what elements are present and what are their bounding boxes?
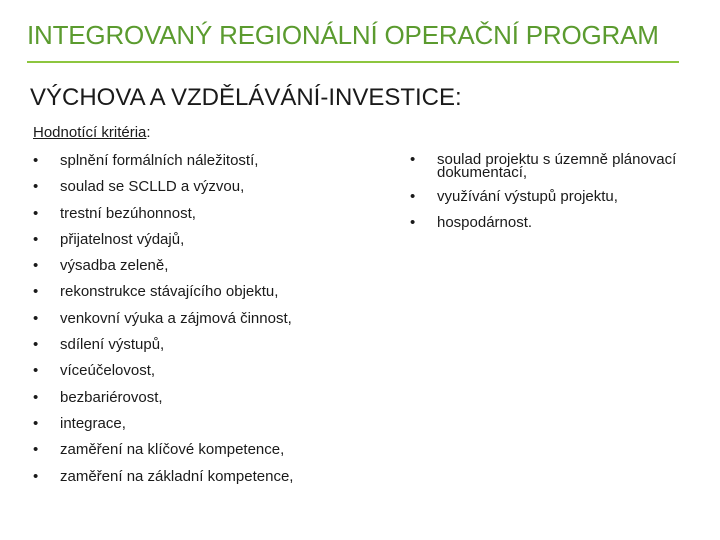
list-item-text: splnění formálních náležitostí, <box>60 152 259 169</box>
bullet-icon: • <box>410 151 416 168</box>
list-item-text: zaměření na klíčové kompetence, <box>60 441 285 459</box>
list-item-text: rekonstrukce stávajícího objektu, <box>60 283 279 301</box>
bullet-icon: • <box>33 204 39 222</box>
list-item-text: sdílení výstupů, <box>60 336 165 354</box>
list-item <box>33 232 293 248</box>
bullet-icon: • <box>33 414 39 432</box>
list-item-text: soulad projektu s územně plánovací dokumentací, <box>437 151 677 181</box>
list-item-text: výsadba zeleně, <box>60 257 169 275</box>
bullet-icon: • <box>33 309 39 327</box>
bullet-icon: • <box>33 336 39 354</box>
bullet-icon: • <box>33 467 39 485</box>
criteria-label-suffix: : <box>146 124 151 141</box>
list-item <box>410 189 700 205</box>
list-item-text: integrace, <box>60 414 126 432</box>
list-item-text: trestní bezúhonnost, <box>60 204 196 222</box>
list-item <box>410 215 700 231</box>
list-item <box>33 153 293 169</box>
criteria-label <box>33 124 151 141</box>
list-item <box>33 337 293 353</box>
list-item <box>33 390 293 406</box>
list-item-text: využívání výstupů projektu, <box>437 188 618 205</box>
criteria-label-text: Hodnotící kritéria <box>33 124 147 141</box>
bullet-icon: • <box>410 214 416 231</box>
bullet-icon: • <box>33 230 39 248</box>
bullet-icon: • <box>33 283 39 301</box>
list-item-text: hospodárnost. <box>437 214 533 231</box>
bullet-icon: • <box>33 257 39 275</box>
bullet-icon: • <box>410 188 416 205</box>
list-item <box>33 258 293 274</box>
title-divider <box>27 61 679 63</box>
list-item <box>33 284 293 300</box>
bullet-icon: • <box>33 362 39 380</box>
bullet-icon: • <box>33 388 39 406</box>
list-item <box>33 416 293 432</box>
criteria-list-left <box>33 153 293 495</box>
list-item <box>33 311 293 327</box>
criteria-list-right <box>410 153 700 241</box>
list-item-text: soulad se SCLLD a výzvou, <box>60 178 245 196</box>
bullet-icon: • <box>33 178 39 196</box>
list-item-text: bezbariérovost, <box>60 388 163 406</box>
list-item-text: přijatelnost výdajů, <box>60 230 185 248</box>
list-item <box>33 363 293 379</box>
list-item <box>410 153 700 179</box>
list-item-text: venkovní výuka a zájmová činnost, <box>60 309 292 327</box>
page-title: INTEGROVANÝ REGIONÁLNÍ OPERAČNÍ PROGRAM <box>27 20 659 50</box>
list-item-text: víceúčelovost, <box>60 362 156 380</box>
list-item <box>33 206 293 222</box>
list-item <box>33 469 293 485</box>
list-item <box>33 179 293 195</box>
bullet-icon: • <box>33 441 39 459</box>
list-item <box>33 442 293 458</box>
section-heading: VÝCHOVA A VZDĚLÁVÁNÍ-INVESTICE: <box>30 84 462 111</box>
list-item-text: zaměření na základní kompetence, <box>60 467 294 485</box>
bullet-icon: • <box>33 152 39 169</box>
